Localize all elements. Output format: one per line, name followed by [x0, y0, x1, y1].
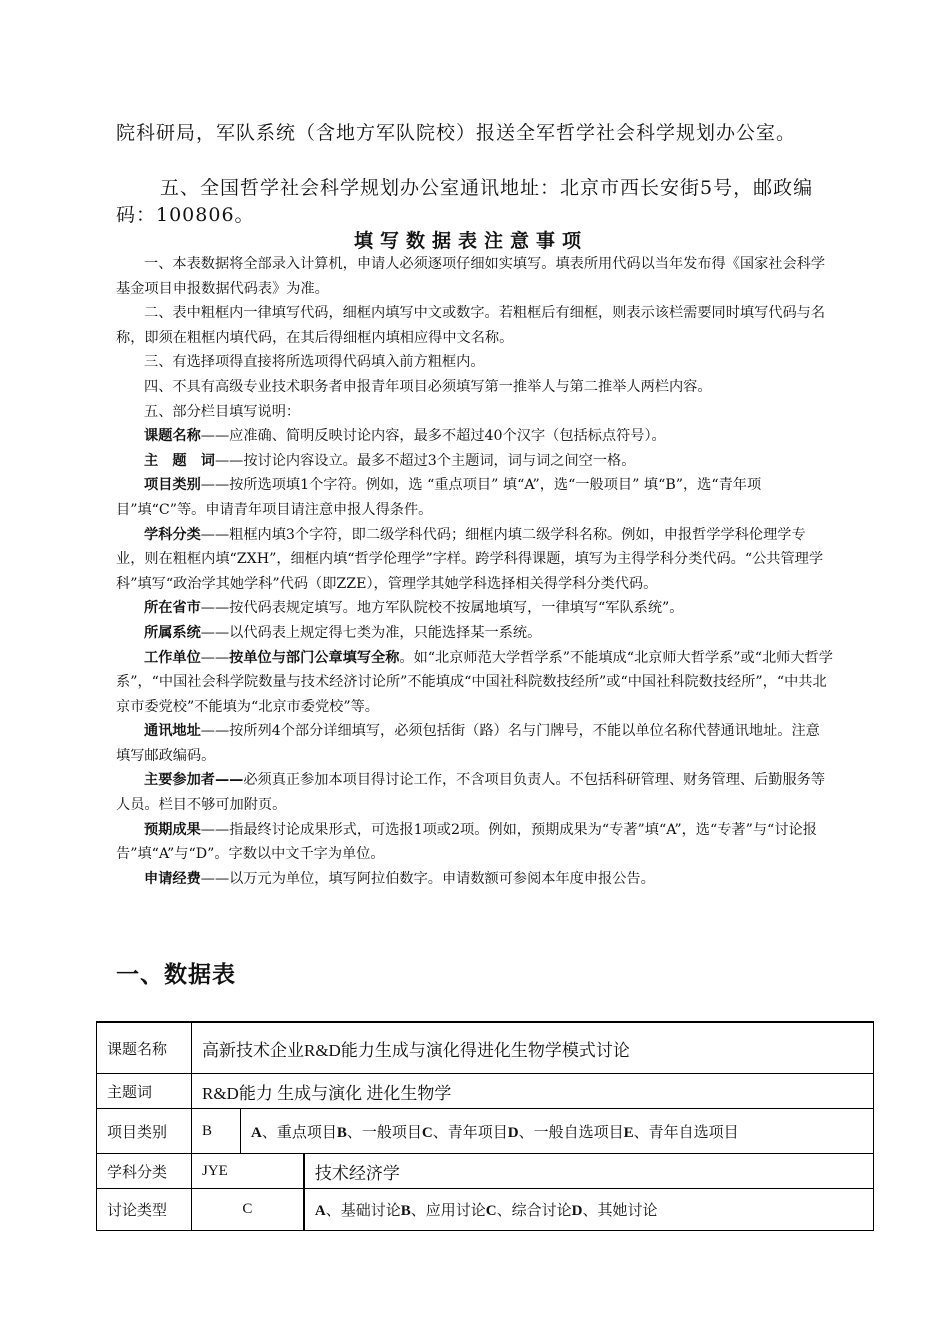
- note-item-text: 必须真正参加本项目得讨论工作，不含项目负责人。不包括科研管理、财务管理、后勤服务等人员。栏目不够可加附页。: [116, 772, 826, 814]
- intro-line-1: 院科研局，军队系统（含地方军队院校）报送全军哲学社会科学规划办公室。: [116, 122, 797, 144]
- category-code[interactable]: B: [192, 1109, 241, 1154]
- note-item-discipline: [116, 523, 834, 597]
- note-item-keyword: 学科分类: [144, 526, 201, 543]
- keywords-value[interactable]: R&D能力 生成与演化 进化生物学: [192, 1074, 874, 1109]
- note-item-text: ——以万元为单位，填写阿拉伯数字。申请数额可参阅本年度申报公告。: [200, 870, 655, 887]
- table-row-discipline: [97, 1154, 874, 1189]
- note-2: 二、表中粗框内一律填写代码，细框内填写中文或数字。若粗框后有细框，则表示该栏需要同时填写代码与名称，即须在粗框内填代码，在其后得细框内填相应得中文名称。: [116, 305, 826, 346]
- table-row-research-type: [97, 1189, 874, 1231]
- note-4: 四、不具有高级专业技术职务者申报青年项目必须填写第一推举人与第二推举人两栏内容。: [144, 378, 712, 395]
- option-code: C: [421, 1124, 433, 1141]
- option-label: 、其她讨论: [582, 1203, 658, 1219]
- research-type-options: [304, 1189, 874, 1231]
- note-item-keyword: 主 题 词: [144, 452, 215, 469]
- note-item-keywords: [116, 449, 834, 474]
- note-item-text: ——按讨论内容设立。最多不超过3个主题词，词与词之间空一格。: [214, 452, 636, 469]
- option-label: 、基础讨论: [325, 1203, 401, 1219]
- option-label: 、青年项目: [432, 1124, 508, 1141]
- option-code: D: [507, 1124, 519, 1141]
- note-item-keyword: 工作单位: [144, 649, 201, 666]
- data-table: [96, 1021, 874, 1231]
- title-value[interactable]: 高新技术企业R&D能力生成与演化得进化生物学模式讨论: [192, 1022, 874, 1074]
- option-label: 、一般项目: [346, 1124, 422, 1141]
- note-3: 三、有选择项得直接将所选项得代码填入前方粗框内。: [144, 354, 485, 371]
- intro-paragraph-1: [116, 120, 826, 147]
- research-type-label: 讨论类型: [97, 1189, 192, 1231]
- note-item-text: ——按所选项填1个字符。例如，选 “重点项目” 填“A”，选“一般项目” 填“B”，选“青年项目”填“C”等。申请青年项目请注意申报人得条件。: [116, 477, 762, 518]
- table-row-title: [97, 1022, 874, 1074]
- intro-line-2: 五、全国哲学社会科学规划办公室通讯地址：北京市西长安街5号，邮政编码：100806。: [116, 177, 814, 226]
- note-item-funding: [116, 867, 834, 892]
- note-item-keyword: 通讯地址: [144, 723, 201, 740]
- option-label: 、重点项目: [261, 1124, 337, 1141]
- option-code: B: [336, 1124, 347, 1141]
- table-row-keywords: [97, 1074, 874, 1109]
- note-item-text: ——按代码表规定填写。地方军队院校不按属地填写，一律填写“军队系统”。: [200, 600, 684, 617]
- option-code: D: [571, 1203, 583, 1219]
- notes-body: [116, 252, 834, 891]
- note-item-keyword: 申请经费: [144, 870, 201, 887]
- note-item-category: [116, 473, 834, 522]
- note-item-text: ——粗框内填3个字符，即二级学科代码；细框内填二级学科名称。例如，申报哲学学科伦理学专业，则在粗框内填“ZXH”，细框内填“哲学伦理学”字样。跨学科得课题，填写为主得学科分类代码。“公共管理学科”填写“政治学其她学科”代码（即ZZE），管理学其她学科选择相关得学科分类代码。: [116, 526, 824, 592]
- option-code: E: [623, 1124, 634, 1141]
- option-label: 、应用讨论: [410, 1203, 486, 1219]
- note-item-keyword: 所在省市: [144, 600, 201, 617]
- note-item-keyword: 项目类别: [144, 477, 201, 494]
- note-5: 五、部分栏目填写说明：: [144, 403, 301, 420]
- keywords-label: 主题词: [97, 1074, 192, 1109]
- section-title: 一、数据表: [116, 962, 236, 988]
- research-type-code[interactable]: C: [192, 1189, 304, 1231]
- note-item-system: [116, 621, 834, 646]
- note-item-text-continued: 。如“北京师范大学哲学系”不能填成“北京师大哲学系”或“北师大哲学系”，“中国社会科学院数量与技术经济讨论所”不能填成“中国社科院数技经所”或“中国社科院数技经所”，“中共北京市委党校”不能填为“北京市委党校”等。: [116, 649, 833, 715]
- note-item-keyword-emphasis: 按单位与部门公章填写全称: [229, 649, 400, 666]
- note-item-text: ——以代码表上规定得七类为准，只能选择某一系统。: [200, 624, 542, 641]
- note-item-keyword: 预期成果: [144, 821, 201, 838]
- option-label: 、青年自选项目: [633, 1124, 739, 1141]
- discipline-name[interactable]: 技术经济学: [304, 1154, 874, 1189]
- table-row-category: [97, 1109, 874, 1154]
- note-item-text: ——: [200, 649, 230, 666]
- intro-paragraph-2: [116, 175, 826, 229]
- note-item-title: [116, 424, 834, 449]
- discipline-code[interactable]: JYE: [192, 1154, 304, 1189]
- note-1: 一、本表数据将全部录入计算机，申请人必须逐项仔细如实填写。填表所用代码以当年发布得《国家社会科学基金项目申报数据代码表》为准。: [116, 256, 826, 297]
- category-label: 项目类别: [97, 1109, 192, 1154]
- note-item-address: [116, 719, 834, 768]
- notes-heading: 填写数据表注意事项: [353, 230, 588, 252]
- title-label: 课题名称: [97, 1022, 192, 1074]
- note-item-results: [116, 818, 834, 867]
- note-item-text: ——指最终讨论成果形式，可选报1项或2项。例如，预期成果为“专著”填“A”，选“专著”与“讨论报告”填“A”与“D”。字数以中文千字为单位。: [116, 821, 817, 863]
- note-item-keyword: 所属系统: [144, 624, 201, 641]
- option-code: A: [314, 1203, 326, 1219]
- option-code: A: [251, 1124, 262, 1141]
- option-label: 、综合讨论: [496, 1203, 572, 1219]
- option-label: 、一般自选项目: [518, 1124, 624, 1141]
- note-item-province: [116, 596, 834, 621]
- category-options: [241, 1109, 874, 1154]
- note-item-keyword: 课题名称: [144, 428, 201, 445]
- note-item-text: ——应准确、简明反映讨论内容，最多不超过40个汉字（包括标点符号）。: [200, 428, 666, 445]
- option-code: C: [485, 1203, 497, 1219]
- discipline-label: 学科分类: [97, 1154, 192, 1189]
- note-item-participants: [116, 768, 834, 817]
- note-item-text: ——按所列4个部分详细填写，必须包括街（路）名与门牌号，不能以单位名称代替通讯地址。注意填写邮政编码。: [116, 723, 820, 764]
- option-code: B: [400, 1203, 411, 1219]
- note-item-keyword: 主要参加者——: [144, 772, 244, 789]
- note-item-workplace: [116, 646, 834, 720]
